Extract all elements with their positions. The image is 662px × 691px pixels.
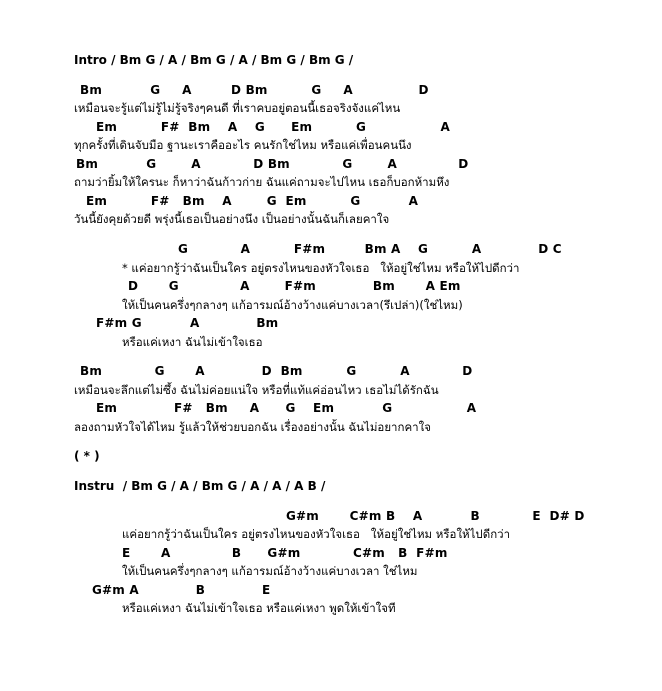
chord-line: Em F# Bm A G Em G A — [86, 194, 419, 208]
chord-line: G#m A B E — [92, 583, 271, 597]
lyric-line: เหมือนจะรู้แต่ไม่รู้ไม่รู้จริงๆคนดี ที่เราคบอยู่ตอนนี้เธอจริงจังแค่ไหน — [74, 101, 401, 115]
chord-line: Em F# Bm A G Em G A — [96, 401, 477, 415]
lyric-line: ถามว่ายิ้มให้ใครนะ ก็หาว่าฉันก้าวก่าย ฉันแค่ถามจะไปไหน เธอก็บอกห้ามหึง — [74, 175, 450, 189]
lyric-line: ลองถามหัวใจได้ไหม รู้แล้วให้ช่วยบอกฉัน เรื่องอย่างนั้น ฉันไม่อยากคาใจ — [74, 420, 431, 434]
lyric-line: ให้เป็นคนครึ่งๆกลางๆ แก้อารมณ์อ้างว้างแค่บางเวลา(รึเปล่า)(ใช่ไหม) — [122, 298, 463, 312]
chord-line: G#m C#m B A B E D# D — [286, 509, 585, 523]
chord-line: Bm G A D Bm G A D — [80, 83, 429, 97]
chord-line: Bm G A D Bm G A D — [80, 364, 473, 378]
chord-line: D G A F#m Bm A Em — [128, 279, 461, 293]
chord-line: Em F# Bm A G Em G A — [96, 120, 450, 134]
chord-line: E A B G#m C#m B F#m — [122, 546, 448, 560]
lyric-line: * แค่อยากรู้ว่าฉันเป็นใคร อยู่ตรงไหนของหัวใจเธอ ให้อยู่ใช่ไหม หรือให้ไปดีกว่า — [122, 261, 520, 275]
lyric-line: ให้เป็นคนครึ่งๆกลางๆ แก้อารมณ์อ้างว้างแค่บางเวลา ใช่ไหม — [122, 564, 418, 578]
lyric-line: แค่อยากรู้ว่าฉันเป็นใคร อยู่ตรงไหนของหัวใจเธอ ให้อยู่ใช่ไหม หรือให้ไปดีกว่า — [122, 527, 511, 541]
lyric-line: หรือแค่เหงา ฉันไม่เข้าใจเธอ หรือแค่เหงา พูดให้เข้าใจที — [122, 601, 396, 615]
repeat-marker: ( * ) — [74, 449, 100, 463]
chord-line: G A F#m Bm A G A D C — [178, 242, 562, 256]
instru-line: Instru / Bm G / A / Bm G / A / A / A B / — [74, 479, 326, 493]
lyric-line: ทุกครั้งที่เดินจับมือ ฐานะเราคืออะไร คนรักใช่ไหม หรือแค่เพื่อนคนนึง — [74, 138, 412, 152]
lyric-line: หรือแค่เหงา ฉันไม่เข้าใจเธอ — [122, 335, 263, 349]
intro-line: Intro / Bm G / A / Bm G / A / Bm G / Bm G / — [74, 53, 354, 67]
chord-line: F#m G A Bm — [96, 316, 279, 330]
lyric-line: เหมือนจะลึกแต่ไม่ซึ้ง ฉันไม่ค่อยแน่ใจ หรือที่แท้แค่อ่อนไหว เธอไม่ได้รักฉัน — [74, 383, 439, 397]
lyric-line: วันนี้ยังคุยด้วยดี พรุ่งนี้เธอเป็นอย่างนึง เป็นอย่างนั้นฉันก็เลยคาใจ — [74, 212, 390, 226]
chord-line: Bm G A D Bm G A D — [76, 157, 469, 171]
